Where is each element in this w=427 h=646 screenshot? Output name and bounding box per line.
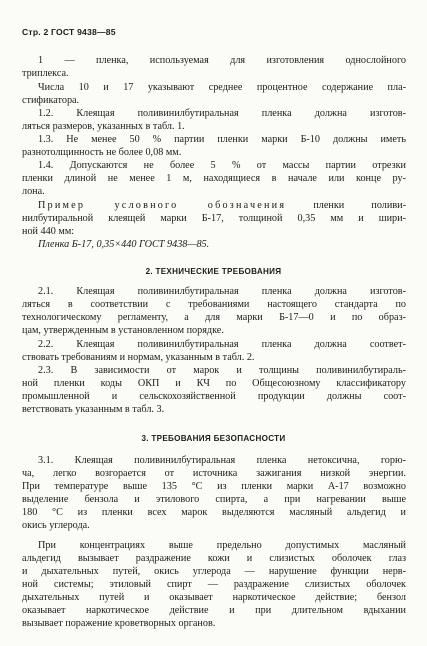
text-line: оказывает наркотическое действие и при длительном вдыхании: [22, 605, 406, 616]
designation-example: Пленка Б-17, 0,35×440 ГОСТ 9438—85.: [38, 239, 210, 250]
spaced-emphasis: Пример условного обозначения: [38, 200, 287, 211]
text-line: альдегид вызывает раздражение кожи и слизистых оболочек глаз: [22, 553, 406, 564]
page-header: Стр. 2 ГОСТ 9438—85: [22, 27, 116, 37]
text-line: ляться в соответствии с требованиями настоящего стандарта по: [22, 299, 406, 310]
text-line: стификатора.: [22, 95, 80, 106]
text-line: выделение бензола и этилового спирта, а при нагревании выше: [22, 494, 406, 505]
text-line: дыхательных путей и оказывает наркотическое действие; бензол: [22, 592, 406, 603]
text-line: 1 — пленка, используемая для изготовления однослойного: [38, 55, 406, 66]
text-line: ной системы; этиловый спирт — раздражение слизистых оболочек: [22, 579, 406, 590]
text-line: 3.1. Клеящая поливинилбутиральная пленка нетоксична, горю-: [38, 455, 406, 466]
text-line: ной 440 мм:: [22, 226, 75, 237]
text-line: ветствовать указанным в табл. 3.: [22, 404, 165, 415]
section-heading: 3. ТРЕБОВАНИЯ БЕЗОПАСНОСТИ: [141, 434, 286, 443]
text-line: пленки длиной не менее 1 м, находящиеся в начале или конце ру-: [22, 173, 406, 184]
text-line: вызывает поражение кроветворных органов.: [22, 618, 216, 629]
text-line: ной пленки коды ОКП и КЧ по Общесоюзному классификатору: [22, 378, 406, 389]
text-line: ляться размеров, указанных в табл. 1.: [22, 121, 185, 132]
text-line: 2.3. В зависимости от марок и толщины поливинилбутираль-: [38, 365, 406, 376]
text-line: триплекса.: [22, 68, 69, 79]
text-line: промышленной и сельскохозяйственной продукции должны соот-: [22, 391, 406, 402]
text-line: 180 °С из пленки всех марок выделяются масляный альдегид и: [22, 507, 406, 518]
designation-example-heading: Пример условного обозначения пленки поливи-: [38, 200, 406, 211]
text-line: При концентрациях выше предельно допустимых масляный: [38, 540, 406, 551]
text-line: ствовать требованиям и нормам, указанным в табл. 2.: [22, 352, 255, 363]
text-line: 1.4. Допускаются не более 5 % от массы партии отрезки: [38, 160, 406, 171]
text-line: 1.2. Клеящая поливинилбутиральная пленка должна изготов-: [38, 108, 406, 119]
text-line: и дыхательных путей, окись углерода — нарушение функции нерв-: [22, 566, 406, 577]
section-heading: 2. ТЕХНИЧЕСКИЕ ТРЕБОВАНИЯ: [145, 267, 282, 276]
text-line: технологическому регламенту, а для марки Б-17—0 и по образ-: [22, 312, 406, 323]
text-line: При температуре выше 135 °С из пленки марки А-17 возможно: [22, 481, 406, 492]
text-line: 2.1. Клеящая поливинилбутиральная пленка должна изготов-: [38, 286, 406, 297]
text-line: 2.2. Клеящая поливинилбутиральная пленка должна соответ-: [38, 339, 406, 350]
text-line: ча, легко возгорается от источника зажигания низкой энергии.: [22, 468, 406, 479]
text-line: цам, утвержденным в установленном порядке.: [22, 325, 224, 336]
text-line: разнотолщинность не более 0,08 мм.: [22, 147, 182, 158]
text-line: лона.: [22, 186, 45, 197]
text-line: окись углерода.: [22, 520, 90, 531]
text-line: Числа 10 и 17 указывают среднее процентное содержание пла-: [38, 82, 406, 93]
text-line: 1.3. Не менее 50 % партии пленки марки Б-10 должны иметь: [38, 134, 406, 145]
text-line: нилбутиральной клеящей марки Б-17, толщиной 0,35 мм и шири-: [22, 213, 406, 224]
